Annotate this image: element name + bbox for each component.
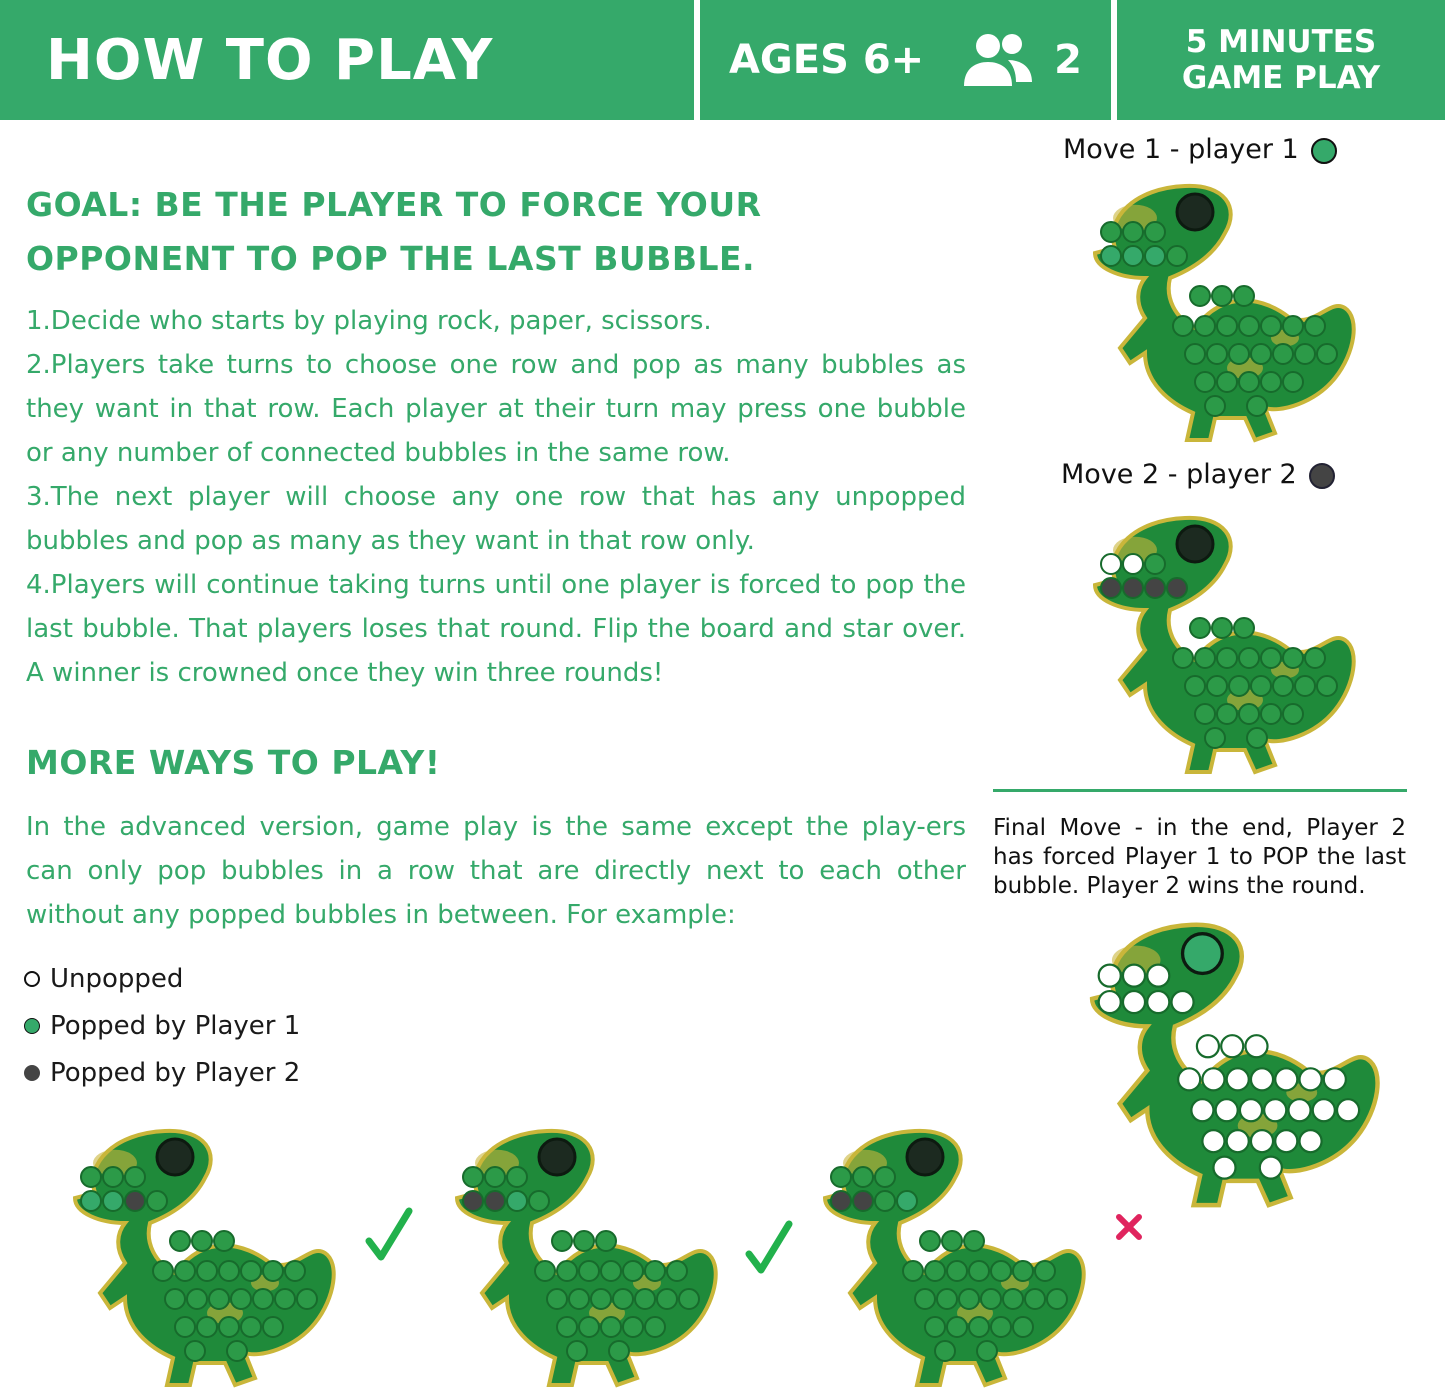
- dino-bubble: [623, 1261, 643, 1281]
- dino-bubble: [1300, 1130, 1322, 1152]
- dino-bubble: [679, 1289, 699, 1309]
- dino-eye: [157, 1139, 193, 1175]
- dino-bubble: [623, 1317, 643, 1337]
- dino-bubble: [209, 1289, 229, 1309]
- dino-bubble: [925, 1261, 945, 1281]
- dino-bubble: [969, 1317, 989, 1337]
- page-title: HOW TO PLAY: [46, 27, 494, 93]
- dino-bubble: [231, 1289, 251, 1309]
- dino-bubble: [185, 1341, 205, 1361]
- dino-bubble: [197, 1261, 217, 1281]
- check-icon: [745, 1218, 793, 1278]
- dino-bubble: [635, 1289, 655, 1309]
- dino-bubble: [1240, 1099, 1262, 1121]
- dino-bubble: [1167, 578, 1187, 598]
- dino-bubble: [935, 1341, 955, 1361]
- dino-bubble: [219, 1317, 239, 1337]
- divider: [993, 789, 1407, 792]
- dino-bubble: [1273, 676, 1293, 696]
- rule-item: 2.Players take turns to choose one row and pop as many bubbles as they want in that row. Each player at their turn may press one bubble or any number of connected bubbles in the same row.: [26, 350, 966, 468]
- dino-bubble: [1234, 286, 1254, 306]
- dino-bubble: [1288, 1099, 1310, 1121]
- cross-icon: [1114, 1212, 1144, 1242]
- dino-bubble: [1202, 1130, 1224, 1152]
- legend-label: Popped by Player 2: [50, 1057, 301, 1088]
- dino-bubble: [1213, 1157, 1235, 1179]
- dino-bubble: [1317, 676, 1337, 696]
- dino-bubble: [1239, 648, 1259, 668]
- dino-bubble: [1216, 1099, 1238, 1121]
- dino-bubble: [1251, 1130, 1273, 1152]
- dino-bubble: [1178, 1068, 1200, 1090]
- legend: [24, 955, 300, 1096]
- dino-bubble: [165, 1289, 185, 1309]
- dino-bubble: [977, 1341, 997, 1361]
- dino-bubble: [535, 1261, 555, 1281]
- ages-label: AGES 6+: [728, 37, 925, 83]
- dino-bubble: [1195, 704, 1215, 724]
- dino-bubble: [463, 1191, 483, 1211]
- dino-bubble: [1101, 554, 1121, 574]
- dino-bubble: [937, 1289, 957, 1309]
- dino-bubble: [557, 1317, 577, 1337]
- rule-item: 1.Decide who starts by playing rock, paper, scissors.: [26, 306, 712, 336]
- dino-bubble: [897, 1191, 917, 1211]
- dino-bubble: [1217, 704, 1237, 724]
- dino-bubble: [529, 1191, 549, 1211]
- player-count: 2: [1054, 37, 1083, 83]
- time-line-1: 5 MINUTES: [1185, 24, 1377, 60]
- dino-bubble: [569, 1289, 589, 1309]
- dino-bubble: [1173, 648, 1193, 668]
- dino-bubble: [579, 1261, 599, 1281]
- dino-bubble: [1172, 991, 1194, 1013]
- dino-bubble: [1313, 1099, 1335, 1121]
- dino-bubble: [667, 1261, 687, 1281]
- dino-bubble: [103, 1191, 123, 1211]
- dino-bubble: [125, 1167, 145, 1187]
- dino-bubble: [875, 1167, 895, 1187]
- move2-caption: [1061, 459, 1335, 490]
- time-line-2: GAME PLAY: [1181, 60, 1381, 96]
- dino-bubble: [657, 1289, 677, 1309]
- dino-example-3: [805, 1123, 1095, 1393]
- dino-bubble: [1173, 316, 1193, 336]
- dino-bubble: [241, 1317, 261, 1337]
- dino-bubble: [263, 1261, 283, 1281]
- dino-bubble: [1145, 222, 1165, 242]
- dino-bubble: [263, 1317, 283, 1337]
- dino-bubble: [1047, 1289, 1067, 1309]
- dino-example-2: [437, 1123, 727, 1393]
- dino-bubble: [1227, 1068, 1249, 1090]
- dino-bubble: [253, 1289, 273, 1309]
- dino-eye: [907, 1139, 943, 1175]
- dino-bubble: [1251, 1068, 1273, 1090]
- legend-item-player2: [24, 1049, 300, 1096]
- dino-bubble: [103, 1167, 123, 1187]
- unpopped-dot-icon: [24, 971, 40, 987]
- dino-bubble: [1261, 648, 1281, 668]
- dino-bubble: [1317, 344, 1337, 364]
- dino-bubble: [1251, 676, 1271, 696]
- move1-label: Move 1 - player 1: [1063, 134, 1299, 165]
- dino-bubble: [1239, 316, 1259, 336]
- header-ages-banner: [700, 0, 1111, 120]
- header-time-banner: [1117, 0, 1445, 120]
- dino-bubble: [1191, 1099, 1213, 1121]
- dino-eye: [1177, 194, 1213, 230]
- goal-line-2: OPPONENT TO POP THE LAST BUBBLE.: [26, 239, 756, 278]
- header-title-banner: [0, 0, 694, 120]
- people-icon: [958, 30, 1036, 90]
- dino-bubble: [1099, 965, 1121, 987]
- dino-bubble: [947, 1317, 967, 1337]
- dino-bubble: [1273, 344, 1293, 364]
- dino-bubble: [1300, 1068, 1322, 1090]
- dino-bubble: [1207, 344, 1227, 364]
- dino-bubble: [1147, 991, 1169, 1013]
- dino-bubble: [81, 1191, 101, 1211]
- dino-bubble: [153, 1261, 173, 1281]
- dino-bubble: [1247, 728, 1267, 748]
- dino-bubble: [1035, 1261, 1055, 1281]
- dino-bubble: [1305, 648, 1325, 668]
- dino-bubble: [1283, 372, 1303, 392]
- dino-bubble: [1099, 991, 1121, 1013]
- dino-bubble: [915, 1289, 935, 1309]
- legend-label: Unpopped: [50, 963, 184, 994]
- rules-list: [26, 299, 966, 695]
- dino-bubble: [547, 1289, 567, 1309]
- dino-bubble: [567, 1341, 587, 1361]
- dino-bubble: [187, 1289, 207, 1309]
- dino-bubble: [170, 1231, 190, 1251]
- dino-bubble: [1229, 344, 1249, 364]
- dino-bubble: [1295, 676, 1315, 696]
- dino-bubble: [1147, 965, 1169, 987]
- dino-bubble: [1101, 578, 1121, 598]
- dino-bubble: [1239, 704, 1259, 724]
- dino-bubble: [964, 1231, 984, 1251]
- dino-bubble: [285, 1261, 305, 1281]
- dino-bubble: [591, 1289, 611, 1309]
- more-text: In the advanced version, game play is the same except the play-ers can only pop bubbles in a row that are directly next to each other without any popped bubbles in between. For example:: [26, 812, 966, 930]
- dino-bubble: [1264, 1099, 1286, 1121]
- dino-bubble: [81, 1167, 101, 1187]
- dino-bubble: [991, 1261, 1011, 1281]
- dino-bubble: [903, 1261, 923, 1281]
- dino-bubble: [1145, 554, 1165, 574]
- dino-bubble: [1190, 286, 1210, 306]
- dino-bubble: [1221, 1035, 1243, 1057]
- player2-dot-icon: [24, 1065, 40, 1081]
- dino-bubble: [942, 1231, 962, 1251]
- dino-bubble: [507, 1167, 527, 1187]
- dino-bubble: [601, 1261, 621, 1281]
- dino-bubble: [1123, 965, 1145, 987]
- dino-bubble: [1207, 676, 1227, 696]
- dino-bubble: [831, 1191, 851, 1211]
- final-move-caption: Final Move - in the end, Player 2 has forced Player 1 to POP the last bubble. Player 2 wins the round.: [993, 815, 1406, 899]
- dino-bubble: [1245, 1035, 1267, 1057]
- dino-bubble: [1261, 704, 1281, 724]
- dino-bubble: [552, 1231, 572, 1251]
- dino-bubble: [1013, 1261, 1033, 1281]
- legend-item-unpopped: [24, 955, 300, 1002]
- dino-bubble: [1025, 1289, 1045, 1309]
- goal-heading: [26, 178, 762, 286]
- dino-bubble: [175, 1317, 195, 1337]
- dino-bubble: [1185, 344, 1205, 364]
- dino-bubble: [574, 1231, 594, 1251]
- dino-bubble: [1212, 618, 1232, 638]
- dino-bubble: [981, 1289, 1001, 1309]
- legend-label: Popped by Player 1: [50, 1010, 301, 1041]
- dino-bubble: [1260, 1157, 1282, 1179]
- dino-bubble: [1202, 1068, 1224, 1090]
- dino-bubble: [1337, 1099, 1359, 1121]
- player1-dot-icon: [1311, 138, 1337, 164]
- dino-final-illustration: [1070, 915, 1390, 1215]
- dino-bubble: [1324, 1068, 1346, 1090]
- dino-bubble: [192, 1231, 212, 1251]
- dino-move1-illustration: [1075, 178, 1365, 448]
- move1-caption: [1063, 134, 1337, 165]
- dino-bubble: [557, 1261, 577, 1281]
- dino-bubble: [645, 1261, 665, 1281]
- move2-label: Move 2 - player 2: [1061, 459, 1297, 490]
- dino-bubble: [1003, 1289, 1023, 1309]
- dino-bubble: [1251, 344, 1271, 364]
- dino-bubble: [609, 1341, 629, 1361]
- rule-item: 3.The next player will choose any one row that has any unpopped bubbles and pop as many as they want in that row only.: [26, 482, 966, 556]
- dino-bubble: [920, 1231, 940, 1251]
- dino-bubble: [1283, 316, 1303, 336]
- dino-bubble: [925, 1317, 945, 1337]
- dino-bubble: [613, 1289, 633, 1309]
- dino-bubble: [463, 1167, 483, 1187]
- dino-bubble: [1123, 578, 1143, 598]
- dino-bubble: [275, 1289, 295, 1309]
- dino-bubble: [1239, 372, 1259, 392]
- goal-line-1: GOAL: BE THE PLAYER TO FORCE YOUR: [26, 185, 762, 224]
- dino-example-1: [55, 1123, 345, 1393]
- dino-bubble: [1195, 648, 1215, 668]
- dino-bubble: [1101, 246, 1121, 266]
- dino-bubble: [1195, 316, 1215, 336]
- dino-bubble: [175, 1261, 195, 1281]
- dino-bubble: [485, 1191, 505, 1211]
- dino-bubble: [125, 1191, 145, 1211]
- dino-bubble: [991, 1317, 1011, 1337]
- dino-eye: [1177, 526, 1213, 562]
- dino-bubble: [1212, 286, 1232, 306]
- dino-bubble: [1123, 991, 1145, 1013]
- dino-bubble: [1261, 316, 1281, 336]
- more-heading: MORE WAYS TO PLAY!: [26, 743, 441, 782]
- dino-bubble: [485, 1167, 505, 1187]
- dino-move2-illustration: [1075, 510, 1365, 780]
- check-icon: [365, 1205, 413, 1265]
- dino-bubble: [147, 1191, 167, 1211]
- dino-bubble: [1275, 1130, 1297, 1152]
- dino-bubble: [1295, 344, 1315, 364]
- dino-bubble: [853, 1167, 873, 1187]
- dino-bubble: [645, 1317, 665, 1337]
- dino-bubble: [1234, 618, 1254, 638]
- dino-bubble: [1275, 1068, 1297, 1090]
- dino-bubble: [1217, 316, 1237, 336]
- player2-dot-icon: [1309, 463, 1335, 489]
- dino-bubble: [1145, 246, 1165, 266]
- dino-bubble: [1217, 648, 1237, 668]
- dino-bubble: [959, 1289, 979, 1309]
- dino-bubble: [1229, 676, 1249, 696]
- dino-bubble: [1217, 372, 1237, 392]
- dino-bubble: [1283, 648, 1303, 668]
- dino-bubble: [1261, 372, 1281, 392]
- dino-bubble: [601, 1317, 621, 1337]
- dino-bubble: [831, 1167, 851, 1187]
- dino-bubble: [1185, 676, 1205, 696]
- dino-bubble: [1197, 1035, 1219, 1057]
- dino-bubble: [596, 1231, 616, 1251]
- dino-bubble: [1247, 396, 1267, 416]
- dino-eye: [1183, 934, 1223, 974]
- dino-bubble: [1123, 246, 1143, 266]
- dino-bubble: [947, 1261, 967, 1281]
- dino-bubble: [579, 1317, 599, 1337]
- dino-bubble: [853, 1191, 873, 1211]
- rule-item: 4.Players will continue taking turns until one player is forced to pop the last bubble. That players loses that round. Flip the board and star over. A winner is crowned once they win three rounds!: [26, 570, 966, 688]
- dino-bubble: [214, 1231, 234, 1251]
- dino-bubble: [241, 1261, 261, 1281]
- dino-bubble: [1101, 222, 1121, 242]
- dino-bubble: [1283, 704, 1303, 724]
- dino-bubble: [1227, 1130, 1249, 1152]
- dino-bubble: [297, 1289, 317, 1309]
- dino-bubble: [969, 1261, 989, 1281]
- dino-bubble: [1205, 396, 1225, 416]
- dino-bubble: [1205, 728, 1225, 748]
- dino-bubble: [227, 1341, 247, 1361]
- dino-bubble: [507, 1191, 527, 1211]
- legend-item-player1: [24, 1002, 300, 1049]
- dino-bubble: [1013, 1317, 1033, 1337]
- dino-bubble: [219, 1261, 239, 1281]
- dino-bubble: [1123, 222, 1143, 242]
- dino-bubble: [1305, 316, 1325, 336]
- dino-bubble: [197, 1317, 217, 1337]
- dino-bubble: [875, 1191, 895, 1211]
- dino-eye: [539, 1139, 575, 1175]
- dino-bubble: [1190, 618, 1210, 638]
- player1-dot-icon: [24, 1018, 40, 1034]
- dino-bubble: [1195, 372, 1215, 392]
- dino-bubble: [1145, 578, 1165, 598]
- dino-bubble: [1123, 554, 1143, 574]
- dino-bubble: [1167, 246, 1187, 266]
